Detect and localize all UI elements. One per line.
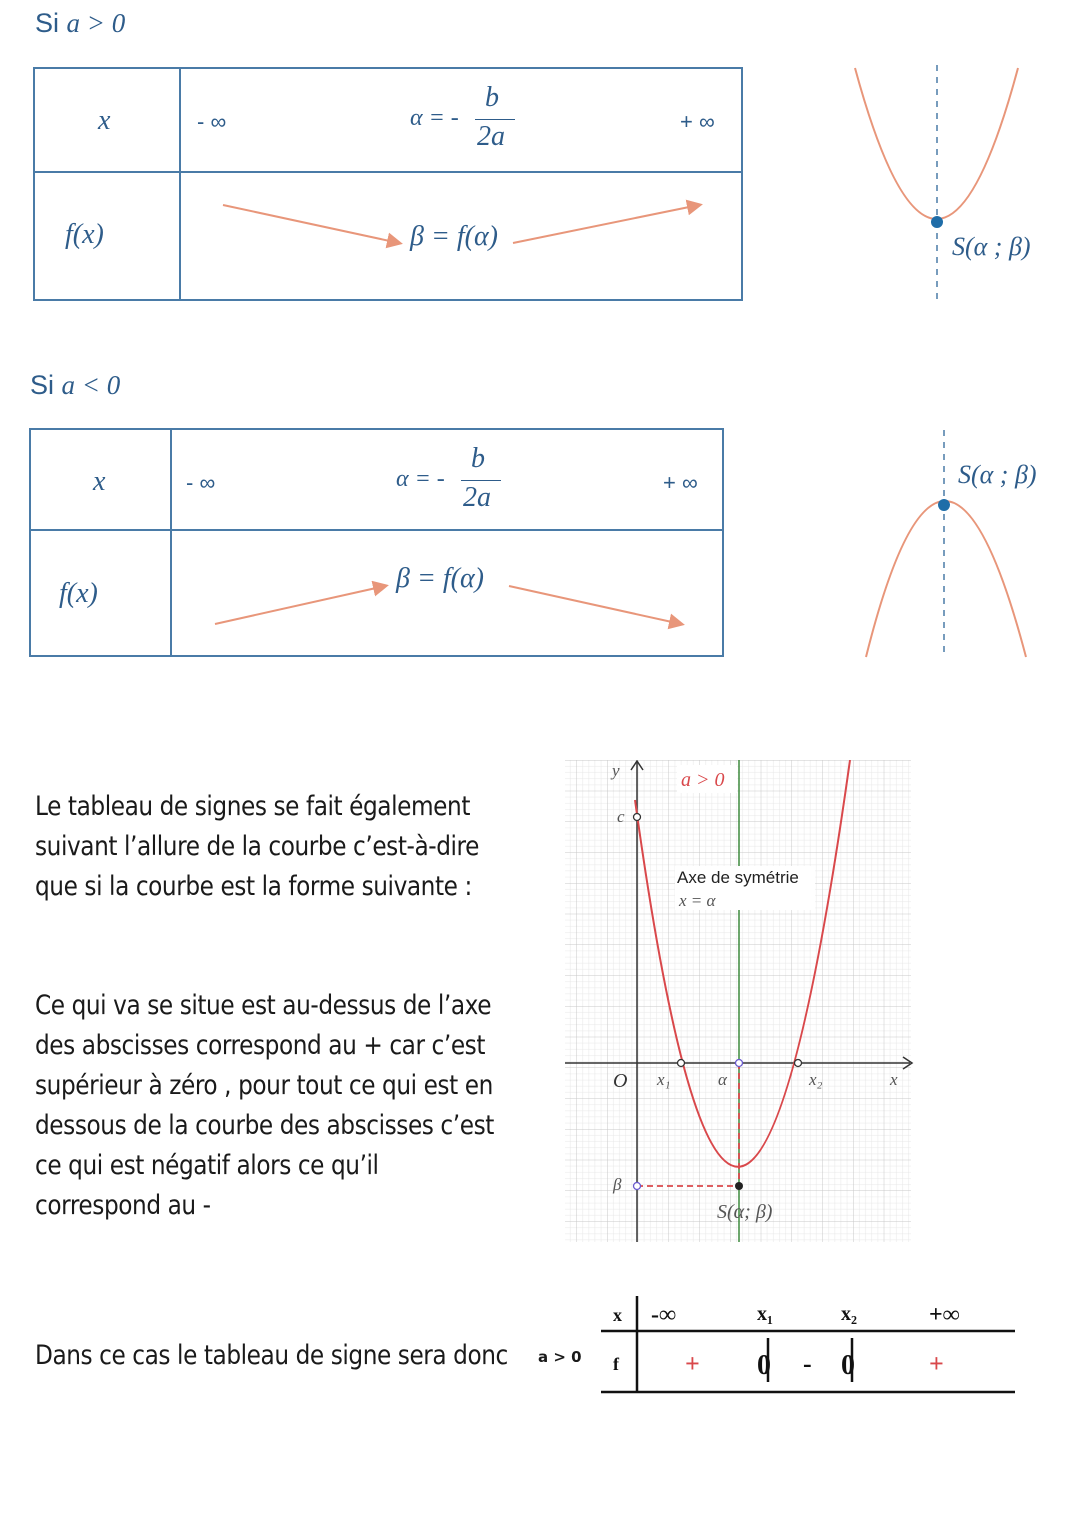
decreasing-arrow [223, 205, 399, 243]
value-plus-inf: +∞ [929, 1302, 960, 1328]
sign-positive-right: + [929, 1349, 944, 1378]
increasing-arrow [215, 586, 385, 624]
decreasing-arrow [509, 586, 681, 624]
variation-arrows [31, 430, 722, 655]
x1-point [678, 1060, 685, 1067]
x-label: x [93, 466, 106, 497]
variation-table-a-positive [33, 67, 743, 301]
alpha-point [736, 1060, 743, 1067]
alpha-formula: α = - [396, 466, 445, 492]
alpha-formula: α = - [410, 105, 459, 131]
label-vertex: S(α; β) [717, 1201, 773, 1223]
sign-negative-middle: - [803, 1349, 812, 1378]
x2-point [795, 1060, 802, 1067]
variation-table-a-negative [29, 428, 724, 657]
value-x2: x₂ [841, 1303, 857, 1325]
label-origin: O [613, 1070, 628, 1092]
plus-infinity: + ∞ [680, 109, 715, 134]
x-label: x [98, 105, 111, 136]
heading-prefix: Si [35, 8, 60, 38]
heading-prefix: Si [30, 370, 55, 400]
sign-row-f-label: f [613, 1354, 619, 1374]
label-x1: x₁ [657, 1070, 671, 1089]
fraction-numerator: b [485, 82, 499, 113]
graph-grid [565, 760, 911, 1242]
conclusion-condition: a > 0 [538, 1348, 582, 1366]
label-beta: β [613, 1175, 622, 1194]
label-axis-title: Axe de symétrie [677, 868, 799, 887]
parabola-graph [565, 760, 915, 1245]
vertex-label-up: S(α ; β) [952, 232, 1031, 261]
sign-table [595, 1290, 1020, 1400]
value-x1: x₁ [757, 1303, 773, 1325]
minus-infinity: - ∞ [197, 109, 227, 134]
label-alpha: α [718, 1070, 727, 1089]
parabola-up-sketch [840, 60, 1070, 310]
fraction-denominator: 2a [477, 121, 505, 152]
label-condition: a > 0 [681, 769, 725, 791]
label-x2: x₂ [809, 1070, 823, 1089]
heading-a-positive [35, 8, 125, 39]
fx-label: f(x) [59, 578, 98, 609]
label-axis-eq: x = α [679, 891, 716, 910]
sign-positive-left: + [685, 1349, 700, 1378]
note-paragraph-2: Ce qui va se situe est au-dessus de l’axe des abscisses correspond au + car c’est supérieur à zéro , pour tout ce qui est en dessous de la courbe des abscisses c’est ce qui est négatif alors ce qu’il correspond au - [35, 990, 494, 1221]
heading-condition: a > 0 [66, 8, 126, 38]
heading-condition: a < 0 [61, 370, 121, 400]
parabola-down-curve [866, 501, 1026, 657]
plus-infinity: + ∞ [663, 470, 698, 495]
sign-row-x-label: x [613, 1305, 622, 1325]
label-y: y [612, 761, 620, 780]
vertex-point [735, 1182, 743, 1190]
beta-value: β = f(α) [410, 221, 498, 252]
vertex-point [938, 499, 950, 511]
increasing-arrow [513, 205, 699, 243]
fraction-denominator: 2a [463, 482, 491, 513]
beta-point [634, 1183, 641, 1190]
note-paragraph-1: Le tableau de signes se fait également suivant l’allure de la courbe c’est-à-dire que si la courbe est la forme suivante : [35, 791, 480, 902]
heading-a-negative [30, 370, 120, 401]
value-minus-inf: -∞ [651, 1302, 677, 1328]
vertex-label-down: S(α ; β) [958, 460, 1037, 489]
fx-label: f(x) [65, 219, 104, 250]
minus-infinity: - ∞ [186, 470, 216, 495]
variation-arrows [35, 69, 741, 299]
fraction-numerator: b [471, 443, 485, 474]
zero-x1: 0 [757, 1350, 771, 1381]
c-point [634, 814, 641, 821]
vertex-point [931, 216, 943, 228]
label-x: x [890, 1070, 898, 1089]
label-c: c [617, 807, 625, 826]
zero-x2: 0 [841, 1350, 855, 1381]
beta-value: β = f(α) [396, 563, 484, 594]
conclusion-text: Dans ce cas le tableau de signe sera donc [35, 1340, 508, 1371]
